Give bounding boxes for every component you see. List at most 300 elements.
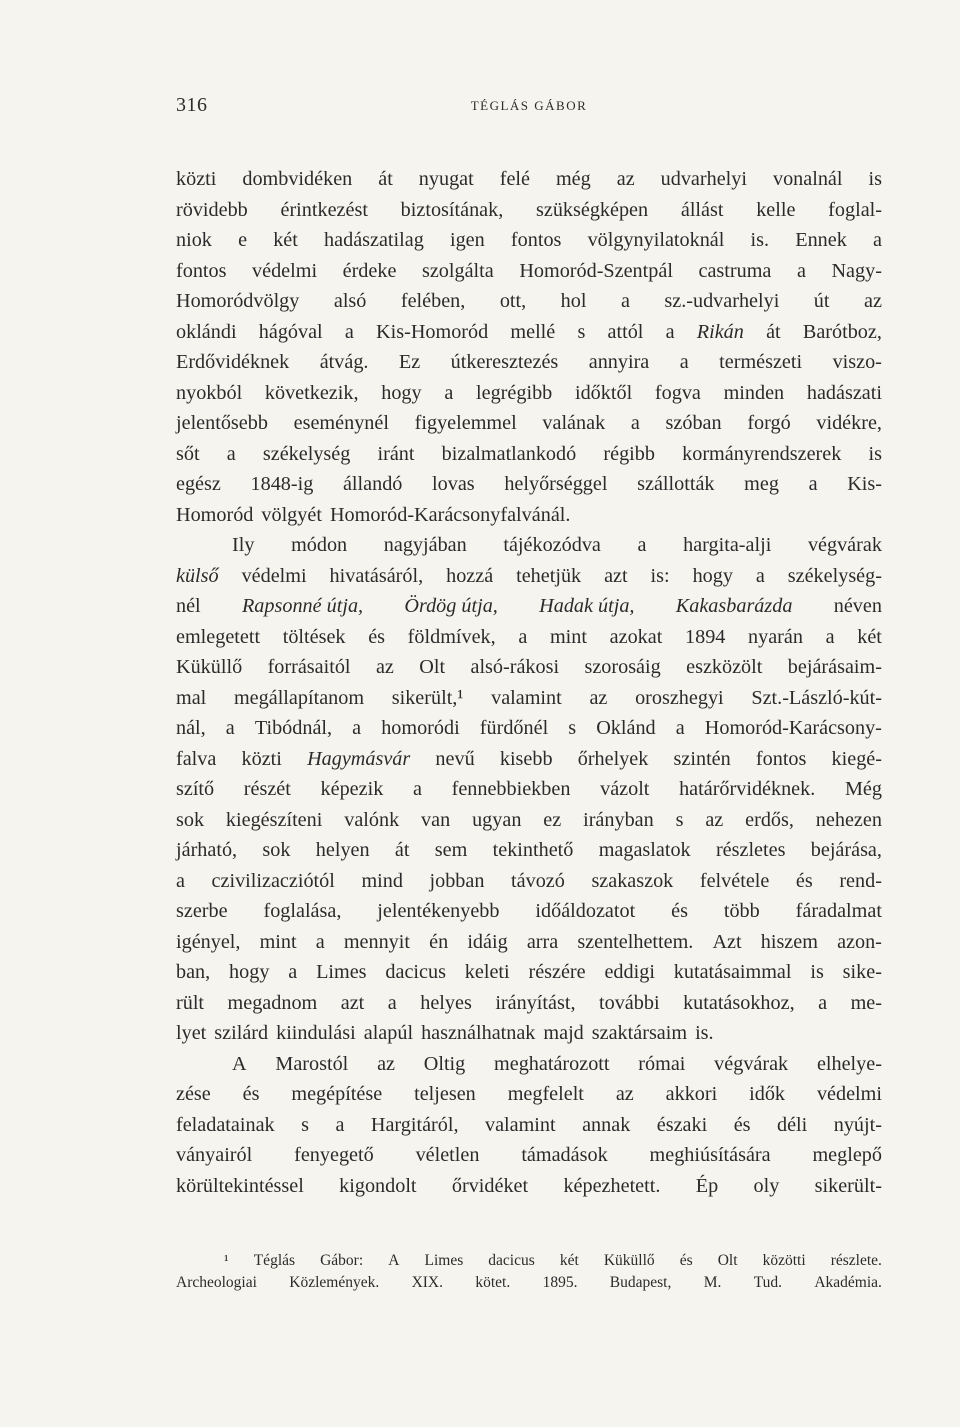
text-line: [176, 561, 882, 592]
word: ott,: [499, 290, 527, 312]
word: Olt: [419, 656, 446, 678]
word: Azt: [712, 930, 742, 953]
word: a: [288, 961, 298, 983]
word: castruma: [698, 259, 772, 282]
word: helyes: [420, 991, 472, 1014]
word: mint: [549, 625, 587, 648]
word: alsó: [333, 290, 367, 312]
word: megadnom: [227, 991, 318, 1014]
word: mellé: [510, 320, 556, 343]
word: akkori: [665, 1083, 718, 1105]
word: is.: [750, 229, 770, 251]
word: közti: [241, 747, 282, 770]
word: kisebb: [499, 747, 553, 770]
word: irányítást,: [495, 991, 576, 1014]
word: fenyegető: [294, 1144, 374, 1166]
word: részletes: [715, 839, 786, 861]
word: a: [225, 717, 235, 739]
text-line: [176, 1171, 882, 1202]
footnote-word: Budapest,: [609, 1274, 672, 1291]
word: fontos: [510, 229, 562, 251]
footnote-word: Tud.: [753, 1274, 783, 1291]
word: szükségképen: [536, 198, 649, 221]
word: fennebbiekben: [451, 778, 571, 800]
word: megfelelt: [507, 1083, 584, 1105]
word: a: [335, 1113, 345, 1136]
word: biztosítának,: [400, 198, 504, 221]
text-line: [176, 195, 882, 226]
word: őrvidéket: [451, 1174, 529, 1197]
word: hogy: [381, 381, 422, 404]
word: időáldozatot: [535, 900, 636, 922]
word: valamint: [484, 1113, 556, 1136]
word: Kakasbarázda: [675, 595, 793, 617]
word: azt: [604, 564, 628, 587]
word: Oklánd: [596, 717, 656, 739]
word: igen: [449, 229, 485, 251]
word: kigondolt: [339, 1174, 417, 1197]
text-line: [176, 744, 882, 775]
word: van: [421, 808, 451, 831]
word: rend-: [839, 869, 882, 892]
word: székelység: [262, 442, 351, 465]
word: Ennek: [795, 229, 847, 251]
footnote-word: XIX.: [411, 1274, 443, 1291]
word: hágóval: [258, 320, 323, 343]
footnote-word: Küküllő: [603, 1252, 655, 1269]
word: módon: [291, 534, 348, 556]
word: rült: [176, 991, 205, 1014]
word: a: [630, 412, 640, 434]
page-number: 316: [176, 94, 208, 116]
word: használhatnak: [421, 1022, 536, 1044]
word: idők: [749, 1083, 786, 1105]
word: irányban: [583, 808, 654, 831]
word: még: [555, 168, 591, 190]
footnotes: [176, 1250, 882, 1294]
word: át: [394, 839, 410, 861]
word: zése: [176, 1083, 211, 1105]
word: hogy: [692, 564, 733, 587]
word: végvárak: [807, 534, 882, 556]
text-line: [176, 1110, 882, 1141]
word: meghatározott: [494, 1052, 610, 1075]
text-line: [176, 683, 882, 714]
word: A: [232, 1052, 247, 1075]
text-line: [176, 225, 882, 256]
word: a: [352, 717, 362, 739]
word: azt: [340, 991, 365, 1014]
word: eszközölt: [686, 656, 763, 678]
word: és: [795, 869, 813, 892]
word: támadások: [521, 1144, 608, 1166]
word: nagyjában: [383, 534, 467, 556]
word: rövidebb: [176, 198, 248, 221]
text-line: [176, 896, 882, 927]
word: 1848-ig: [250, 473, 314, 495]
word: sőt: [176, 442, 200, 465]
text-line: [176, 500, 882, 531]
word: völgyét: [261, 503, 322, 526]
word: Oltig: [423, 1052, 466, 1075]
word: védelmi: [816, 1083, 882, 1105]
footnote-line: [176, 1272, 882, 1294]
word: szaktársaim: [591, 1022, 688, 1044]
word: s: [675, 808, 684, 831]
text-line: [176, 774, 882, 805]
word: déli: [776, 1113, 808, 1136]
word: jobban: [429, 869, 485, 892]
word: mint: [259, 930, 297, 953]
word: sike-: [842, 961, 882, 983]
word: feladatainak: [176, 1113, 275, 1136]
word: és: [671, 900, 688, 922]
word: következik,: [264, 381, 359, 404]
word: annak: [582, 1113, 631, 1136]
word: is: [810, 961, 824, 983]
word: keleti: [464, 961, 510, 983]
text-line: [176, 1079, 882, 1110]
footnote-word: 1895.: [542, 1274, 578, 1291]
word: völgynyilatoknál: [587, 229, 725, 251]
word: szolgálta: [421, 259, 494, 282]
word: és: [242, 1083, 260, 1105]
word: az: [615, 1083, 634, 1105]
word: én: [429, 930, 449, 953]
word: elhelye-: [816, 1052, 882, 1075]
footnote-word: ¹: [224, 1252, 229, 1269]
word: foglalása,: [263, 900, 342, 922]
word: nél: [176, 595, 201, 617]
word: át: [766, 320, 781, 343]
word: is: [868, 168, 882, 190]
word: felé: [499, 168, 530, 190]
word: út: [813, 290, 830, 312]
word: kutatásokhoz,: [683, 991, 795, 1014]
word: Homoród: [176, 503, 254, 526]
word: néven: [833, 595, 882, 617]
word: meghiúsítására: [649, 1144, 771, 1166]
word: a: [315, 930, 325, 953]
word: Hadak útja,: [539, 595, 635, 617]
word: kiegészíteni: [225, 808, 323, 831]
text-line: [176, 866, 882, 897]
text-line: [176, 1049, 882, 1080]
word: végvárak: [714, 1052, 789, 1075]
word: állandó: [342, 473, 403, 495]
word: 1894: [685, 625, 726, 648]
word: vázolt: [600, 778, 650, 800]
word: Homoród-Szentpál: [519, 259, 673, 282]
word: helyen: [315, 839, 370, 861]
word: azon-: [837, 930, 882, 953]
word: oly: [753, 1174, 780, 1197]
word: is: [868, 442, 882, 465]
word: hogy: [229, 961, 270, 983]
word: több: [723, 900, 760, 922]
word: forgó: [747, 412, 791, 434]
word: bizalmatlankodó: [441, 442, 577, 465]
word: fogva: [654, 381, 701, 404]
word: ugyan: [472, 808, 522, 831]
word: Ily: [232, 534, 255, 556]
word: útkeresztezés: [450, 351, 559, 373]
word: majd: [543, 1022, 584, 1044]
word: szerbe: [176, 900, 228, 922]
word: tájékozódva: [503, 534, 601, 556]
word: Rapsonné útja,: [241, 595, 364, 617]
text-line: [176, 347, 882, 378]
word: Ez: [398, 351, 421, 373]
word: legrégibb: [476, 381, 553, 404]
text-line: [176, 408, 882, 439]
word: képezhetett.: [563, 1174, 661, 1197]
footnote-word: dacicus: [488, 1252, 535, 1269]
word: át: [378, 168, 393, 190]
word: nyokból: [176, 381, 243, 404]
text-line: [176, 835, 882, 866]
word: vonalnál: [772, 168, 843, 190]
word: kormányrendszerek: [682, 442, 842, 465]
text-line: [176, 622, 882, 653]
word: vidékre,: [816, 412, 882, 434]
footnote-word: Olt: [717, 1252, 738, 1269]
word: meg: [744, 473, 779, 495]
word: a: [518, 625, 528, 648]
word: a: [818, 991, 828, 1014]
word: az: [863, 290, 882, 312]
word: a: [226, 442, 236, 465]
word: régibb: [603, 442, 655, 465]
word: hiszem: [760, 930, 818, 953]
word: hadászatilag: [324, 229, 424, 251]
word: idáig: [467, 930, 508, 953]
word: és: [368, 625, 386, 648]
word: bejárása,: [810, 839, 882, 861]
word: két: [857, 625, 882, 648]
word: a: [344, 320, 354, 343]
word: Erdővidéknek: [176, 351, 290, 373]
word: kiindulási: [276, 1022, 356, 1044]
word: alsó-rákosi: [470, 656, 560, 678]
footnote-word: két: [559, 1252, 579, 1269]
running-head: TÉGLÁS GÁBOR: [470, 98, 588, 113]
word: hadászati: [806, 381, 882, 404]
word: Hagymásvár: [307, 747, 411, 770]
text-line: [176, 1018, 882, 1049]
word: Homoród-Karácsonyfalvánál.: [329, 503, 571, 526]
word: szilárd: [214, 1022, 269, 1044]
word: külső: [176, 564, 219, 587]
word: hol: [560, 290, 587, 312]
word: képezik: [320, 778, 384, 800]
word: nehezen: [815, 808, 882, 831]
word: tehetjük: [516, 564, 582, 587]
footnote-word: M.: [703, 1274, 722, 1291]
word: távozó: [511, 869, 565, 892]
word: Kis-: [847, 473, 882, 495]
word: meglepő: [812, 1144, 882, 1166]
word: földmívek,: [407, 625, 496, 648]
word: sem: [434, 839, 468, 861]
word: jelentősebb: [176, 412, 268, 434]
word: északi: [656, 1113, 708, 1136]
word: falva: [176, 747, 217, 770]
word: ványairól: [176, 1144, 253, 1166]
word: foglal-: [828, 198, 882, 221]
word: az: [589, 686, 608, 709]
word: véletlen: [415, 1144, 480, 1166]
word: töltések: [282, 625, 346, 648]
word: mind: [361, 869, 403, 892]
word: a: [412, 778, 422, 800]
word: viszo-: [832, 351, 882, 373]
word: fürdőnél: [479, 717, 549, 739]
word: körültekintéssel: [176, 1174, 304, 1197]
word: felében,: [400, 290, 466, 312]
word: az: [705, 808, 724, 831]
word: a: [176, 869, 185, 892]
text-line: [176, 927, 882, 958]
text-line: [176, 378, 882, 409]
word: Limes: [316, 961, 367, 983]
word: járható,: [176, 839, 238, 861]
word: határőrvidéknek.: [679, 778, 816, 800]
word: udvarhelyi: [660, 168, 747, 190]
word: Homoródvölgy: [176, 290, 300, 312]
footnote-word: Gábor:: [320, 1252, 364, 1269]
word: két: [273, 229, 298, 251]
word: mal: [176, 686, 207, 709]
word: további: [599, 991, 660, 1014]
word: szóban: [665, 412, 722, 434]
word: arra: [526, 930, 559, 953]
word: a: [872, 229, 882, 251]
word: szintén: [673, 747, 731, 770]
word: megépítése: [291, 1083, 383, 1105]
word: kelle: [756, 198, 796, 221]
word: s: [577, 320, 586, 343]
word: Szt.-László-kút-: [751, 686, 882, 709]
word: Kis-Homoród: [376, 320, 489, 343]
word: Még: [844, 778, 882, 800]
word: helyőrséggel: [504, 473, 608, 495]
word: Marostól: [275, 1052, 349, 1075]
word: a: [825, 625, 835, 648]
word: kutatásaimmal: [673, 961, 792, 983]
word: s: [568, 717, 577, 739]
word: védelmi: [252, 259, 318, 282]
text-line: [176, 1140, 882, 1171]
word: me-: [850, 991, 882, 1014]
text-line: [176, 591, 882, 622]
word: nyugat: [418, 168, 474, 190]
word: homoródi: [381, 717, 460, 739]
word: a: [387, 991, 397, 1014]
word: szorosáig: [584, 656, 661, 678]
word: az: [375, 656, 394, 678]
word: teljesen: [414, 1083, 476, 1105]
word: a: [665, 320, 675, 343]
footnote-word: Akadémia.: [814, 1274, 882, 1291]
text-line: [176, 713, 882, 744]
word: hargita-alji: [683, 534, 772, 556]
word: székelység-: [787, 564, 882, 587]
footnote-word: A: [388, 1252, 400, 1269]
word: a: [637, 534, 647, 556]
word: eseménynél: [293, 412, 389, 434]
text-line: [176, 652, 882, 683]
word: valónk: [344, 808, 400, 831]
word: őrhelyek: [577, 747, 649, 770]
word: részét: [243, 778, 291, 800]
word: a: [444, 381, 454, 404]
word: egész: [176, 473, 221, 495]
word: római: [638, 1052, 686, 1075]
word: bejárásaim-: [787, 656, 882, 678]
word: Ép: [695, 1174, 719, 1197]
footnote-word: Limes: [424, 1252, 464, 1269]
footnote-word: és: [679, 1252, 693, 1269]
text-line: [176, 805, 882, 836]
word: Barótboz,: [802, 320, 882, 343]
text-line: [176, 317, 882, 348]
word: is.: [695, 1022, 714, 1044]
word: fáradalmat: [795, 900, 882, 922]
word: Hargitáról,: [370, 1113, 459, 1136]
word: figyelemmel: [414, 412, 517, 434]
word: jelentékenyebb: [377, 900, 500, 922]
word: részére: [528, 961, 586, 983]
page-header: [176, 94, 882, 124]
word: az: [377, 1052, 395, 1075]
word: Homoród-Karácsony-: [704, 717, 882, 739]
word: és: [733, 1113, 751, 1136]
footnote-word: kötet.: [475, 1274, 511, 1291]
word: Küküllő: [176, 656, 243, 678]
word: e: [238, 229, 248, 251]
word: szentelhettem.: [577, 930, 694, 953]
word: attól: [607, 320, 644, 343]
word: igényel,: [176, 930, 241, 953]
word: fontos: [755, 747, 807, 770]
word: dacicus: [385, 961, 446, 983]
word: alapúl: [363, 1022, 414, 1044]
word: nyarán: [748, 625, 803, 648]
text-line: [176, 988, 882, 1019]
word: ez: [543, 808, 562, 831]
word: is:: [650, 564, 670, 587]
word: Rikán: [696, 320, 744, 343]
word: a: [796, 259, 806, 282]
word: forrásaitól: [267, 656, 351, 678]
word: dombvidéken: [242, 168, 353, 190]
word: azokat: [609, 625, 663, 648]
text-line: [176, 530, 882, 561]
word: oklándi: [176, 320, 237, 343]
word: az: [616, 168, 635, 190]
word: szállották: [637, 473, 715, 495]
footnote-word: részlete.: [830, 1252, 882, 1269]
word: kiegé-: [831, 747, 882, 770]
word: annyira: [588, 351, 650, 373]
word: nevű: [435, 747, 475, 770]
footnote-word: közötti: [762, 1252, 806, 1269]
word: oroszhegyi: [635, 686, 724, 709]
word: természeti: [719, 351, 803, 373]
word: közti: [176, 168, 217, 190]
word: magaslatok: [598, 839, 691, 861]
